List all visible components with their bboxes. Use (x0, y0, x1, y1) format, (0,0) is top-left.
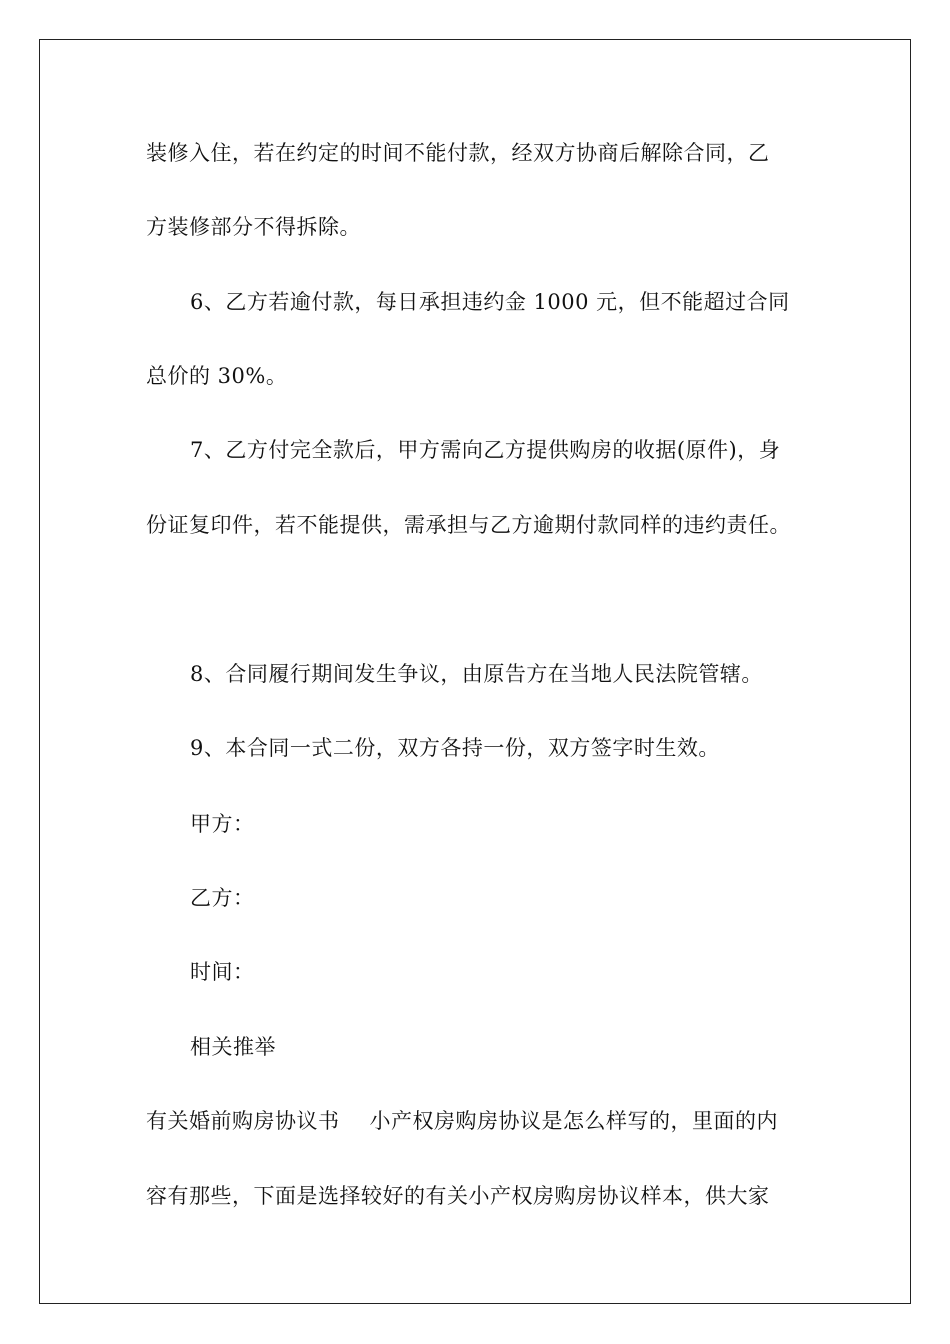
clause-5-continued-line2: 方装修部分不得拆除。 (146, 215, 361, 239)
clause-7-line2: 份证复印件，若不能提供，需承担与乙方逾期付款同样的违约责任。 (146, 513, 791, 537)
clause-7-line1: 7、乙方付完全款后，甲方需向乙方提供购房的收据(原件)，身 (190, 438, 781, 462)
clause-8: 8、合同履行期间发生争议，由原告方在当地人民法院管辖。 (190, 662, 763, 686)
party-b-signature-label: 乙方： (190, 886, 255, 910)
recommend-excerpt-line1: 小产权房购房协议是怎么样写的，里面的内 (369, 1109, 778, 1133)
recommend-line1 (146, 1107, 778, 1135)
date-label: 时间： (190, 960, 255, 984)
recommend-link-title[interactable]: 有关婚前购房协议书 (146, 1109, 340, 1133)
party-a-signature-label: 甲方： (190, 812, 255, 836)
related-recommendations-heading: 相关推举 (190, 1035, 276, 1059)
clause-5-continued-line1: 装修入住，若在约定的时间不能付款，经双方协商后解除合同，乙 (146, 141, 770, 165)
recommend-excerpt-line2: 容有那些，下面是选择较好的有关小产权房购房协议样本，供大家 (146, 1184, 770, 1208)
clause-6-line2: 总价的 30%。 (146, 364, 288, 388)
clause-9: 9、本合同一式二份，双方各持一份，双方签字时生效。 (190, 736, 720, 760)
clause-6-line1: 6、乙方若逾付款，每日承担违约金 1000 元，但不能超过合同 (190, 290, 790, 314)
